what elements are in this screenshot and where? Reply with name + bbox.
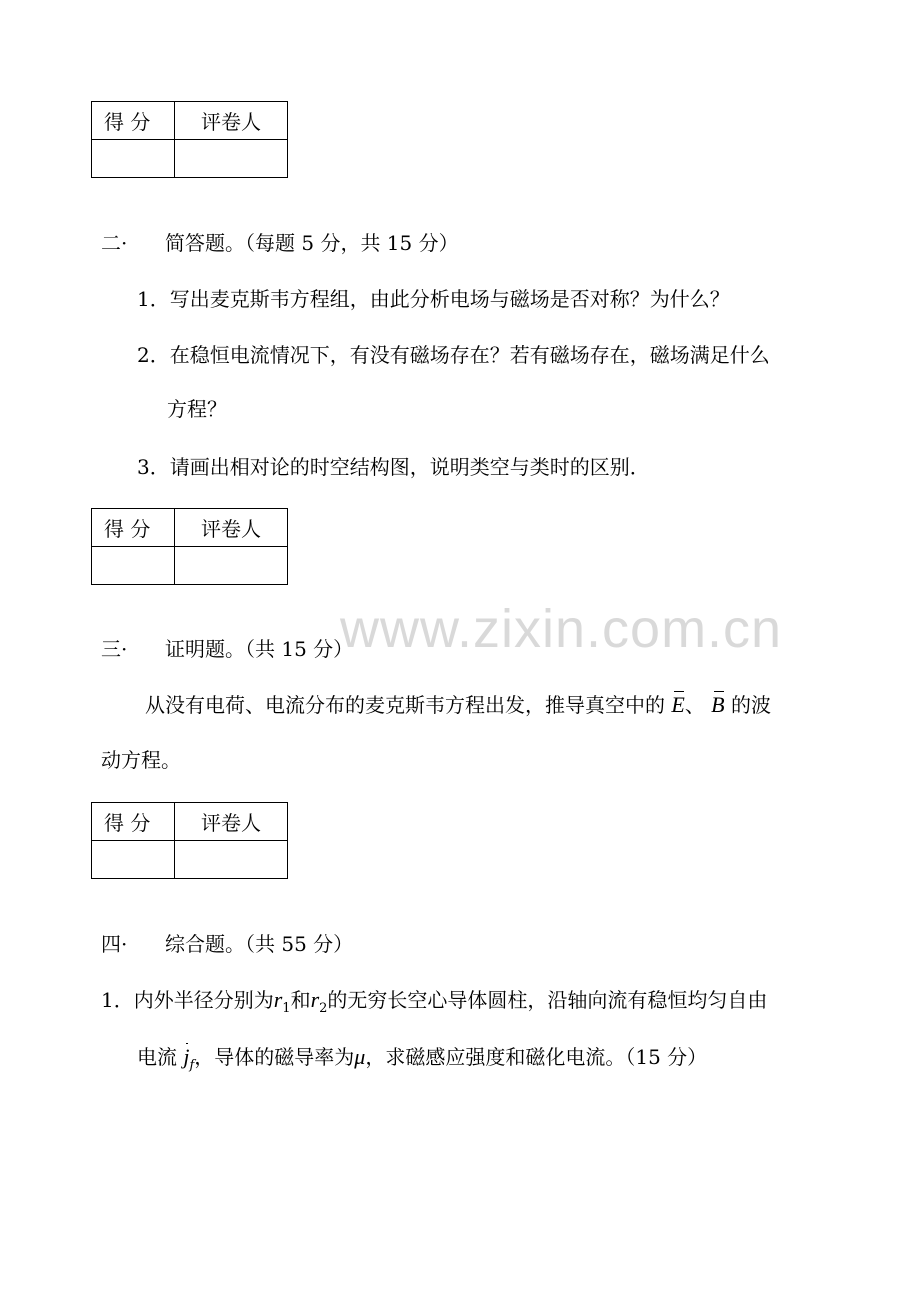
score-table-3 (91, 802, 288, 879)
score-cell[interactable] (92, 841, 175, 879)
section4-q1-text-b: 和 (290, 988, 311, 1012)
section3-text (145, 690, 771, 720)
section2-question-2-cont: 方程？ (167, 397, 227, 421)
section3-text-a: 从没有电荷、电流分布的麦克斯韦方程出发，推导真空中的 (145, 693, 665, 717)
section3-heading (101, 634, 353, 664)
grader-cell[interactable] (175, 841, 288, 879)
section4-q1-line2-c: ，求磁感应强度和磁化电流。（15 分） (365, 1045, 708, 1069)
r2-symbol: r (310, 987, 320, 1012)
section2-question-3: 3．请画出相对论的时空结构图，说明类空与类时的区别． (137, 455, 650, 479)
grader-header: 评卷人 (175, 509, 288, 547)
section4-q1-line2-b: ，导体的磁导率为 (194, 1045, 355, 1069)
score-table-1 (91, 101, 288, 178)
score-header: 得 分 (92, 102, 175, 140)
grader-header: 评卷人 (175, 803, 288, 841)
section2-question-1: 1．写出麦克斯韦方程组，由此分析电场与磁场是否对称？为什么？ (137, 287, 730, 311)
section4-question-1-cont (137, 1042, 707, 1081)
section4-title: 综合题。（共 55 分） (165, 932, 354, 956)
current-j-symbol: j (183, 1042, 189, 1072)
score-header: 得 分 (92, 803, 175, 841)
j-subscript: f (189, 1058, 195, 1073)
section2-heading (101, 228, 459, 258)
section2-number: 二· (101, 231, 128, 255)
section3-separator: 、 (684, 693, 705, 717)
grader-header: 评卷人 (175, 102, 288, 140)
section4-q1-line2-a: 电流 (137, 1045, 177, 1069)
r2-subscript: 2 (319, 1001, 328, 1016)
mu-symbol: μ (354, 1044, 366, 1069)
section4-heading (101, 929, 353, 959)
score-header: 得 分 (92, 509, 175, 547)
section4-q1-text-c: 的无穷长空心导体圆柱，沿轴向流有稳恒均匀自由 (327, 988, 768, 1012)
section2-title: 简答题。（每题 5 分，共 15 分） (165, 231, 459, 255)
section4-q1-text-a: 1．内外半径分别为 (101, 988, 274, 1012)
watermark: www.zixin.com.cn (340, 599, 783, 659)
score-cell[interactable] (92, 140, 175, 178)
section3-number: 三· (101, 637, 128, 661)
vector-b-symbol: B (711, 690, 724, 720)
section3-title: 证明题。（共 15 分） (165, 637, 354, 661)
section4-question-1 (101, 985, 767, 1024)
section4-number: 四· (101, 932, 128, 956)
r1-subscript: 1 (282, 1001, 291, 1016)
section2-question-2: 2．在稳恒电流情况下，有没有磁场存在？若有磁场存在，磁场满足什么 (137, 343, 770, 367)
section3-text-b: 的波 (730, 693, 771, 717)
grader-cell[interactable] (175, 547, 288, 585)
score-table-2 (91, 508, 288, 585)
section3-text-cont: 动方程。 (101, 748, 181, 772)
score-cell[interactable] (92, 547, 175, 585)
vector-e-symbol: E (671, 690, 684, 720)
grader-cell[interactable] (175, 140, 288, 178)
r1-symbol: r (273, 987, 283, 1012)
